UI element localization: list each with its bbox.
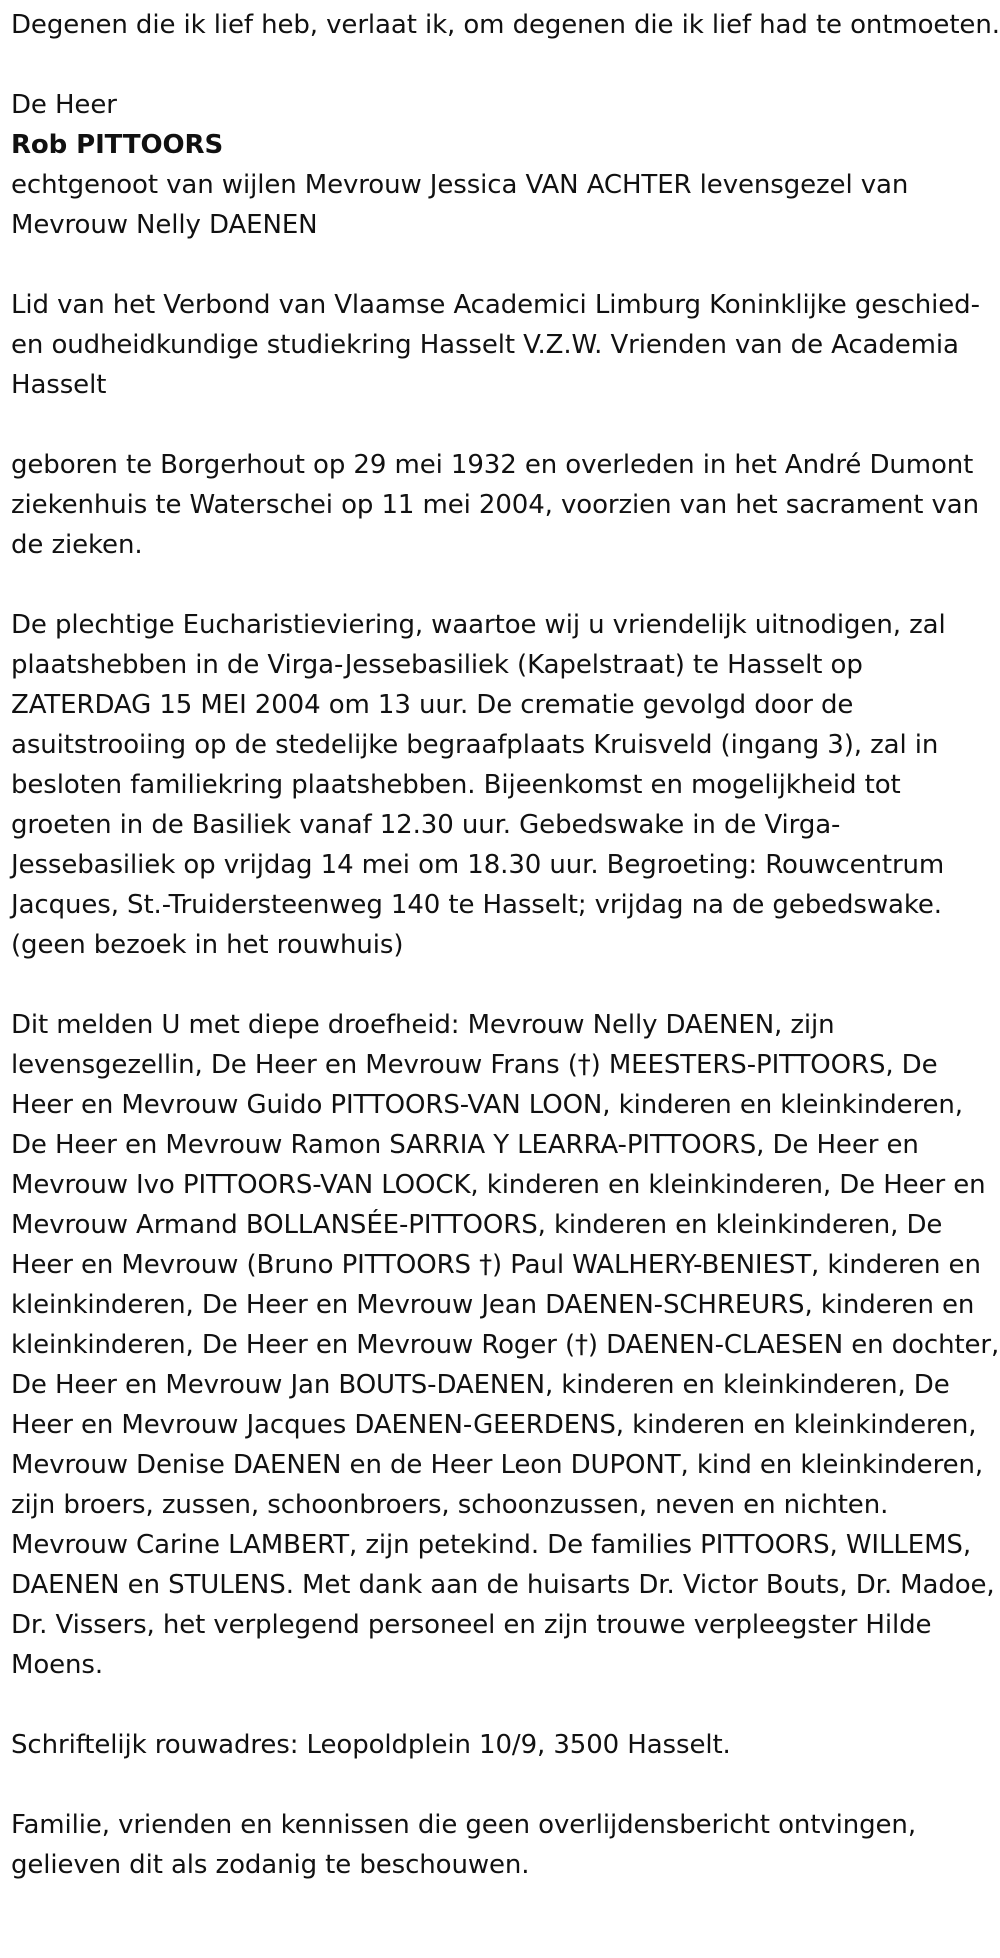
- spacer: [11, 245, 1000, 285]
- spacer: [11, 1765, 1000, 1805]
- spacer: [11, 565, 1000, 605]
- ceremony-text: De plechtige Eucharistieviering, waartoe wij u vriendelijk uitnodigen, zal plaatshebben in de Virga-Jessebasiliek (Kapelstraat) te Hasselt op ZATERDAG 15 MEI 2004 om 13 uur. De crematie gevolgd door de asuitstrooiing op de stedelijke begraafplaats Kruisveld (ingang 3), zal in besloten familiekring plaatshebben. Bijeenkomst en mogelijkheid tot groeten in de Basiliek vanaf 12.30 uur. Gebedswake in de Virga-Jessebasiliek op vrijdag 14 mei om 18.30 uur. Begroeting: Rouwcentrum Jacques, St.-Truidersteenweg 140 te Hasselt; vrijdag na de gebedswake. (geen bezoek in het rouwhuis): [11, 610, 946, 960]
- spacer: [11, 45, 1000, 85]
- deceased-name: Rob PITTOORS: [11, 130, 224, 160]
- closing-text: Familie, vrienden en kennissen die geen overlijdensbericht ontvingen, gelieven dit als zodanig te beschouwen.: [11, 1810, 916, 1880]
- spacer: [11, 965, 1000, 1005]
- spacer: [11, 405, 1000, 445]
- family-text: Dit melden U met diepe droefheid: Mevrouw Nelly DAENEN, zijn levensgezellin, De Heer en Mevrouw Frans (†) MEESTERS-PITTOORS, De Heer en Mevrouw Guido PITTOORS-VAN LOON, kinderen en kleinkinderen, De Heer en Mevrouw Ramon SARRIA Y LEARRA-PITTOORS, De Heer en Mevrouw Ivo PITTOORS-VAN LOOCK, kinderen en kleinkinderen, De Heer en Mevrouw Armand BOLLANSÉE-PITTOORS, kinderen en kleinkinderen, De Heer en Mevrouw (Bruno PITTOORS †) Paul WALHERY-BENIEST, kinderen en kleinkinderen, De Heer en Mevrouw Jean DAENEN-SCHREURS, kinderen en kleinkinderen, De Heer en Mevrouw Roger (†) DAENEN-CLAESEN en dochter, De Heer en Mevrouw Jan BOUTS-DAENEN, kinderen en kleinkinderen, De Heer en Mevrouw Jacques DAENEN-GEERDENS, kinderen en kleinkinderen, Mevrouw Denise DAENEN en de Heer Leon DUPONT, kind en kleinkinderen, zijn broers, zussen, schoonbroers, schoonzussen, neven en nichten. Mevrouw Carine LAMBERT, zijn petekind. De families PITTOORS, WILLEMS, DAENEN en STULENS. Met dank aan de huisarts Dr. Victor Bouts, Dr. Madoe, Dr. Vissers, het verplegend personeel en zijn trouwe verpleegster Hilde Moens.: [11, 1010, 1000, 1680]
- relation-text: echtgenoot van wijlen Mevrouw Jessica VAN ACHTER levensgezel van Mevrouw Nelly DAENEN: [11, 170, 909, 240]
- spacer: [11, 1685, 1000, 1725]
- salutation: De Heer: [11, 90, 117, 120]
- memberships-text: Lid van het Verbond van Vlaamse Academici Limburg Koninklijke geschied- en oudheidkundige studiekring Hasselt V.Z.W. Vrienden van de Academia Hasselt: [11, 290, 980, 400]
- address-text: Schriftelijk rouwadres: Leopoldplein 10/9, 3500 Hasselt.: [11, 1730, 731, 1760]
- birth-death-text: geboren te Borgerhout op 29 mei 1932 en overleden in het André Dumont ziekenhuis te Waterschei op 11 mei 2004, voorzien van het sacrament van de zieken.: [11, 450, 979, 560]
- opening-quote: Degenen die ik lief heb, verlaat ik, om degenen die ik lief had te ontmoeten.: [11, 10, 1000, 40]
